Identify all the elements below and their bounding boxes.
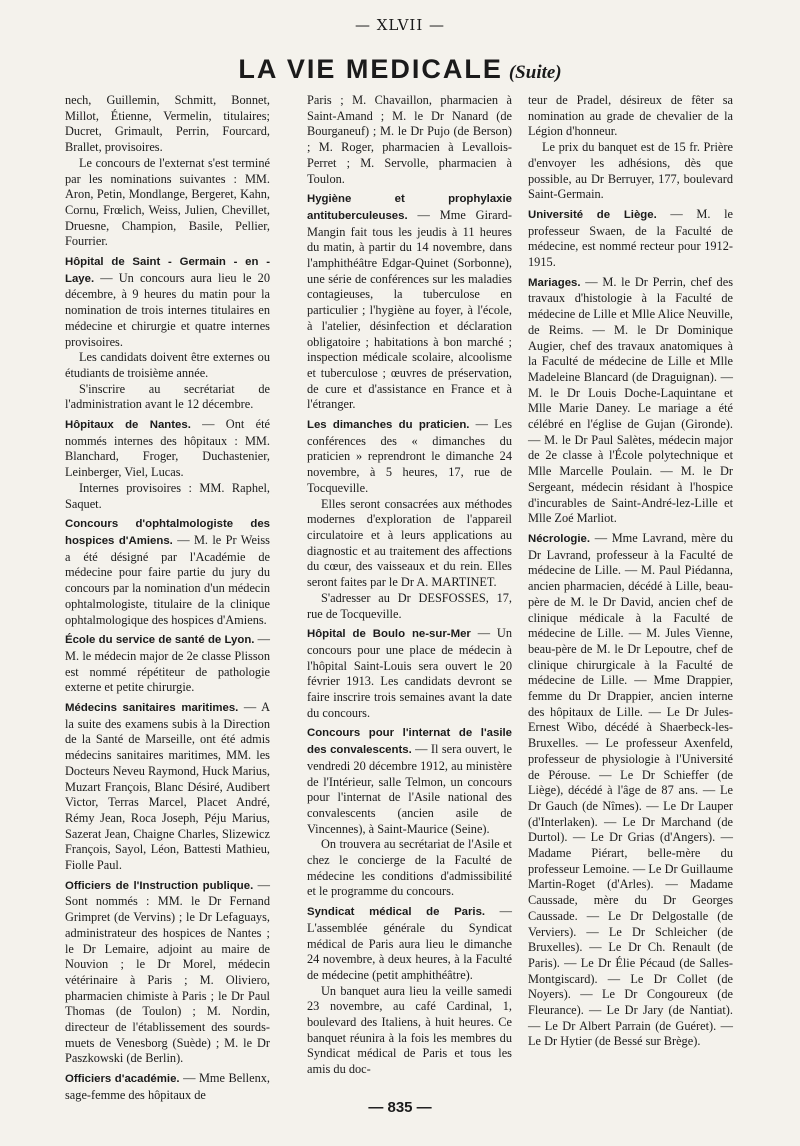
page-roman-numeral: — XLVII — bbox=[354, 16, 446, 34]
paragraph-text: Les candidats doivent être externes ou étudiants de troisième année. bbox=[65, 350, 270, 380]
paragraph bbox=[528, 93, 733, 140]
paragraph-text: — Mme Girard-Mangin fait tous les jeudis à 11 heures du matin, à partir du 14 novembre, dans l'amphithéâtre Edgar-Quinet (Sorbonne), une série de conférences sur les maladies contagieuses, la tuberculose en particulier ; l'hygiène au foyer, à l'école, à l'atelier, désinfection et déclaration obligatoire ; habitations à bon marché ; inspection médicale scolaire, alcoolisme et tuberculose ; œuvres de préservation, de cure et d'assistance en France et à l'étranger. bbox=[307, 207, 512, 412]
news-item-heading: Syndicat médical de Paris. bbox=[307, 906, 486, 919]
paragraph-text: Le concours de l'externat s'est terminé par les nominations suivantes : MM. Aron, Petin, Mondlange, Bergeret, Kahn, Cornu, Frœlich, Weiss, Julien, Chevillet, Druesne, Champion, Basile, Pellier, Fourrier. bbox=[65, 155, 270, 249]
paragraph bbox=[65, 382, 270, 413]
news-item bbox=[65, 700, 270, 874]
paragraph-text: — M. le professeur Swaen, de la Faculté de médecine, est nommé recteur pour 1912-1915. bbox=[528, 206, 733, 270]
news-item-heading: Hôpital de Saint - Germain - en - Laye. bbox=[65, 256, 270, 285]
news-item bbox=[65, 254, 270, 350]
news-item bbox=[65, 516, 270, 628]
paragraph-text: — M. le Dr Perrin, chef des travaux d'histologie à la Faculté de médecine de Lille et Mlle Alice Neuville, de Reims. — M. le Dr Dominique Augier, chef des travaux anatomiques à la Faculté de médecine de Lille et Mlle Madeleine Blancard (de Draguignan). — M. le Dr Louis Doche-Laquintane et Mlle Marie Daney. Le mariage a été célébré en l'église de Gujan (Gironde). — M. le Dr Paul Salètes, médecin major de 2e classe à l'École polytechnique et Mlle Marcelle Poulain. — M. le Dr Sergeant, médecin résidant à l'hospice d'incurables de Saint-André-lez-Lille et Mlle Zoé Marliot. bbox=[528, 274, 733, 526]
journal-title bbox=[0, 54, 800, 85]
paragraph-text: — Mme Bellenx, sage-femme des hôpitaux de bbox=[65, 1071, 271, 1102]
paragraph-text: Le prix du banquet est de 15 fr. Prière d'envoyer les adhésions, dès que possible, au Dr Berruyer, 177, boulevard Saint-Germain. bbox=[528, 140, 733, 202]
paragraph bbox=[307, 984, 512, 1078]
news-item bbox=[307, 191, 512, 413]
paragraph-text: S'inscrire au secrétariat de l'administration avant le 12 décembre. bbox=[65, 381, 270, 412]
news-item-heading: Mariages. bbox=[528, 276, 581, 289]
paragraph-text: — L'assemblée générale du Syndicat médical de Paris aura lieu le dimanche 24 novembre, à deux heures, à la Faculté de médecine (petit amphithéâtre). bbox=[307, 904, 512, 982]
news-item-heading: Concours pour l'internat de l'asile des convalescents. bbox=[307, 727, 512, 757]
paragraph bbox=[65, 350, 270, 381]
paragraph-text: — Les conférences des « dimanches du praticien » reprendront le dimanche 24 novembre, à 5 heures, 17, rue de Tocqueville. bbox=[307, 417, 512, 495]
paragraph-text: — Il sera ouvert, le vendredi 20 décembre 1912, au ministère de l'Intérieur, salle Telmon, un concours pour l'internat de l'Asile national des convalescents (ancien asile de Vincennes), à Saint-Maurice (Seine). bbox=[307, 742, 513, 836]
paragraph-text: — Ont été nommés internes des hôpitaux : MM. Blanchard, Froger, Duchastenier, Leinberger, Viel, Lucas. bbox=[65, 417, 270, 480]
paragraph-text: — M. le médecin major de 2e classe Plisson est nommé répétiteur de pathologie externe et petite chirurgie. bbox=[65, 632, 270, 695]
paragraph-text: — Sont nommés : MM. le Dr Fernand Grimpret (de Vervins) ; le Dr Lefaguays, administrateur des hospices de Nantes ; le Dr Lemaire, adjoint au maire de Nouvion ; le Dr Morel, médecin vétérinaire à Paris ; M. Oliviero, pharmacien chimiste à Paris ; le Dr Paul Thomas (de Toulon) ; M. Nordin, directeur de l'établissement des sourds-muets de Venesborg (Suède) ; M. le Dr Paszkowski (de Berlin). bbox=[65, 877, 270, 1066]
paragraph-text: nech, Guillemin, Schmitt, Bonnet, Millot, Étienne, Vermelin, titulaires; Ducret, Grimault, Perrin, Fourcard, Brallet, provisoires. bbox=[65, 93, 270, 155]
column-2 bbox=[307, 93, 512, 1078]
paragraph bbox=[65, 93, 270, 156]
paragraph-text: — A la suite des examens subis à la Direction de la Santé de Marseille, ont été admis médecins sanitaires maritimes, MM. les Docteurs Neveu Raymond, Huck Marius, Muzart François, Blanc Désiré, Audibert Victor, Terras Marcel, Placet André, Rémy Jean, Roca Joseph, Péju Marius, Sazerat Jean, Chaigne Charles, Slizewicz François, Sayol, Léon, Battesti Mathieu, Fiolle Paul. bbox=[65, 700, 270, 873]
paragraph-text: Paris ; M. Chavaillon, pharmacien à Saint-Amand ; M. le Dr Nanard (de Bourganeuf) ; M. le Dr Pujo (de Berson) ; M. Roger, pharmacien à Levallois-Perret ; M. Servolle, pharmacien à Toulon. bbox=[307, 93, 512, 186]
news-item-heading: Hygiène et prophylaxie antituberculeuses. bbox=[307, 193, 512, 222]
news-item bbox=[528, 275, 733, 527]
paragraph-text: On trouvera au secrétariat de l'Asile et chez le concierge de la Faculté de médecine les conditions d'admissibilité et le programme du concours. bbox=[307, 837, 512, 899]
paragraph-text: — Un concours aura lieu le 20 décembre, à 9 heures du matin pour la nomination de trois internes titulaires en médecine et chirurgie et quatre internes provisoires. bbox=[65, 270, 270, 349]
column-3 bbox=[528, 93, 733, 1050]
news-item bbox=[65, 878, 270, 1067]
news-item-heading: Hôpitaux de Nantes. bbox=[65, 419, 191, 432]
news-item-heading: Université de Liège. bbox=[528, 208, 657, 221]
paragraph-text: — Mme Lavrand, mère du Dr Lavrand, professeur à la Faculté de médecine de Lille. — M. Paul Piédanna, ancien pharmacien, décédé à Lille, beau-père de M. le Dr David, ancien chef de clinique médicale à la Faculté de médecine de Lille. — M. Jules Vienne, beau-père de M. le Dr Lepoutre, chef de clinique chirurgicale à la Faculté de médecine de Lille. — Mme Drappier, femme du Dr Drappier, ancien interne des hôpitaux de Lille. — Le Dr Jules-Ernest Wibo, décédé à Shaerbeck-les-Bruxelles. — Le professeur Axenfeld, professeur de physiologie à l'Université de Pérouse. — Le Dr Schieffer (de Liège), décédé à l'âge de 87 ans. — Le Dr Gauch (de Nîmes). — Le Dr Lauper (d'Interlaken). — Le Dr Marchand (de Durtol). — Le Dr Grias (d'Angers). — Madame Piérart, belle-mère du professeur Lemoine. — Le Dr Guillaume Martin-Roget (d'Arles). — Madame Caussade, mère du Dr Georges Caussade. — Le Dr Delgostalle (de Verviers). — Le Dr Schleicher (de Bruxelles). — Le Dr Ch. Renault (de Paris). — Le Dr Élie Pécaud (de Salles-Montgiscard). — Le Dr Collet (de Noyers). — Le Dr Congoureux (de Fleurance). — Le Dr Jary (de Nantiat). — Le Dr Albert Parrain (de Guéret). — Le Dr Hytier (de Bessé sur Brège). bbox=[528, 530, 733, 1049]
paragraph-text: Internes provisoires : MM. Raphel, Saquet. bbox=[65, 480, 270, 511]
news-item-heading: Nécrologie. bbox=[528, 532, 591, 545]
journal-title-suite: (Suite) bbox=[508, 62, 562, 83]
news-item-heading: Hôpital de Boulo ne-sur-Mer bbox=[307, 628, 471, 641]
paragraph-text: — M. le Pr Weiss a été désigné par l'Académie de médecine pour faire partie du jury du concours par la nomination d'un médecin ophtalmologiste, titulaire de la clinique ophtalmologique des hospices d'Amiens. bbox=[65, 532, 270, 627]
paragraph-text: S'adresser au Dr DESFOSSES, 17, rue de Tocqueville. bbox=[307, 590, 512, 621]
news-item bbox=[307, 417, 512, 497]
news-item bbox=[307, 904, 512, 984]
paragraph-text: Un banquet aura lieu la veille samedi 23 novembre, au café Cardinal, 1, boulevard des Italiens, à huit heures. Ce banquet réunira à la fois les membres du Syndicat médical de Paris et tous les amis du doc- bbox=[307, 983, 512, 1077]
news-item bbox=[528, 531, 733, 1050]
paragraph-text: Elles seront consacrées aux méthodes modernes d'exploration de l'appareil circulatoire et à leurs applications au diagnostic et au traitement des affections du cœur, des vaisseaux et du rein. Elles seront faites par le Dr A. MARTINET. bbox=[307, 496, 512, 590]
news-item-heading: Les dimanches du praticien. bbox=[307, 419, 470, 432]
news-item bbox=[307, 626, 512, 721]
news-item bbox=[307, 725, 512, 837]
paragraph-text: — Un concours pour une place de médecin à l'hôpital Saint-Louis sera ouvert le 20 février 1913. Les candidats devront se faire inscrire trois semaines avant la date du concours. bbox=[307, 626, 512, 720]
paragraph-text: teur de Pradel, désireux de fêter sa nomination au grade de chevalier de la Légion d'honneur. bbox=[528, 93, 733, 139]
paragraph bbox=[307, 837, 512, 900]
paragraph bbox=[307, 497, 512, 591]
column-1 bbox=[65, 93, 270, 1104]
paragraph bbox=[307, 93, 512, 187]
paragraph bbox=[528, 140, 733, 203]
news-item-heading: Médecins sanitaires maritimes. bbox=[65, 702, 239, 715]
news-item-heading: École du service de santé de Lyon. bbox=[65, 634, 255, 647]
news-item bbox=[528, 207, 733, 271]
news-item-heading: Officiers d'académie. bbox=[65, 1073, 180, 1086]
paragraph bbox=[65, 481, 270, 512]
news-item-heading: Concours d'ophtalmologiste des hospices d'Amiens. bbox=[65, 518, 270, 547]
news-item-heading: Officiers de l'Instruction publique. bbox=[65, 879, 254, 892]
page-number: — 835 — bbox=[368, 1099, 432, 1116]
news-item bbox=[65, 417, 270, 481]
news-item bbox=[65, 632, 270, 696]
journal-title-text: LA VIE MEDICALE bbox=[238, 54, 503, 84]
paragraph bbox=[307, 591, 512, 622]
paragraph bbox=[65, 156, 270, 250]
